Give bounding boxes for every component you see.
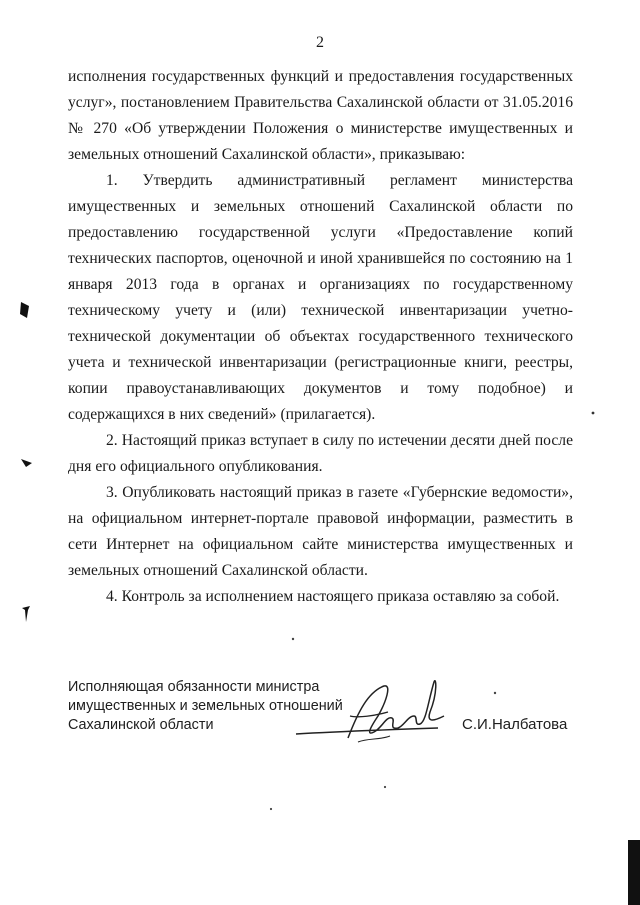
handwritten-signature [288, 672, 458, 752]
paragraph-item-4: 4. Контроль за исполнением настоящего приказа оставляю за собой. [106, 588, 560, 605]
scan-artifact-mark [382, 784, 388, 790]
signatory-title-line: Исполняющая обязанности министра [68, 679, 320, 695]
signatory-title-line: имущественных и земельных отношений [68, 698, 343, 714]
signatory-title-line: Сахалинской области [68, 717, 214, 733]
scan-artifact-mark [20, 455, 34, 469]
scan-artifact-mark [268, 806, 274, 812]
scan-artifact-mark [18, 300, 32, 320]
paragraph-item-3: 3. Опубликовать настоящий приказ в газете «Губернские ведомости», на официальном интернет-портале правовой информации, разместить в сети Интернет на официальном сайте министерства имущественных и земельных отношений Сахалинской области. [68, 484, 573, 579]
scan-artifact-mark [492, 690, 498, 696]
paragraph-item-1: 1. Утвердить административный регламент министерства имущественных и земельных отношений Сахалинской области по предоставлению государственной услуги «Предоставление копий технических паспортов, оценочной и иной хранившейся по состоянию на 1 января 2013 года в органах и организациях по государственному техническому учету и (или) технической инвентаризации учетно-технической документации об объектах государственного технического учета и технической инвентаризации (регистрационные книги, реестры, копии правоустанавливающих документов и тому подобное) и содержащихся в них сведений» (прилагается). [68, 172, 573, 423]
scan-edge-bar [628, 840, 640, 905]
intro-paragraph: исполнения государственных функций и предоставления государственных услуг», постановлением Правительства Сахалинской области от 31.05.2016 № 270 «Об утверждении Положения о министерстве имущественных и земельных отношений Сахалинской области», приказываю: [68, 68, 573, 163]
scan-artifact-mark [590, 410, 596, 416]
signatory-name: С.И.Налбатова [462, 716, 568, 733]
document-body [68, 64, 573, 610]
page-number: 2 [316, 34, 324, 51]
scan-artifact-mark [290, 636, 296, 642]
scan-artifact-mark [20, 604, 32, 624]
paragraph-item-2: 2. Настоящий приказ вступает в силу по истечении десяти дней после дня его официального опубликования. [68, 432, 573, 475]
